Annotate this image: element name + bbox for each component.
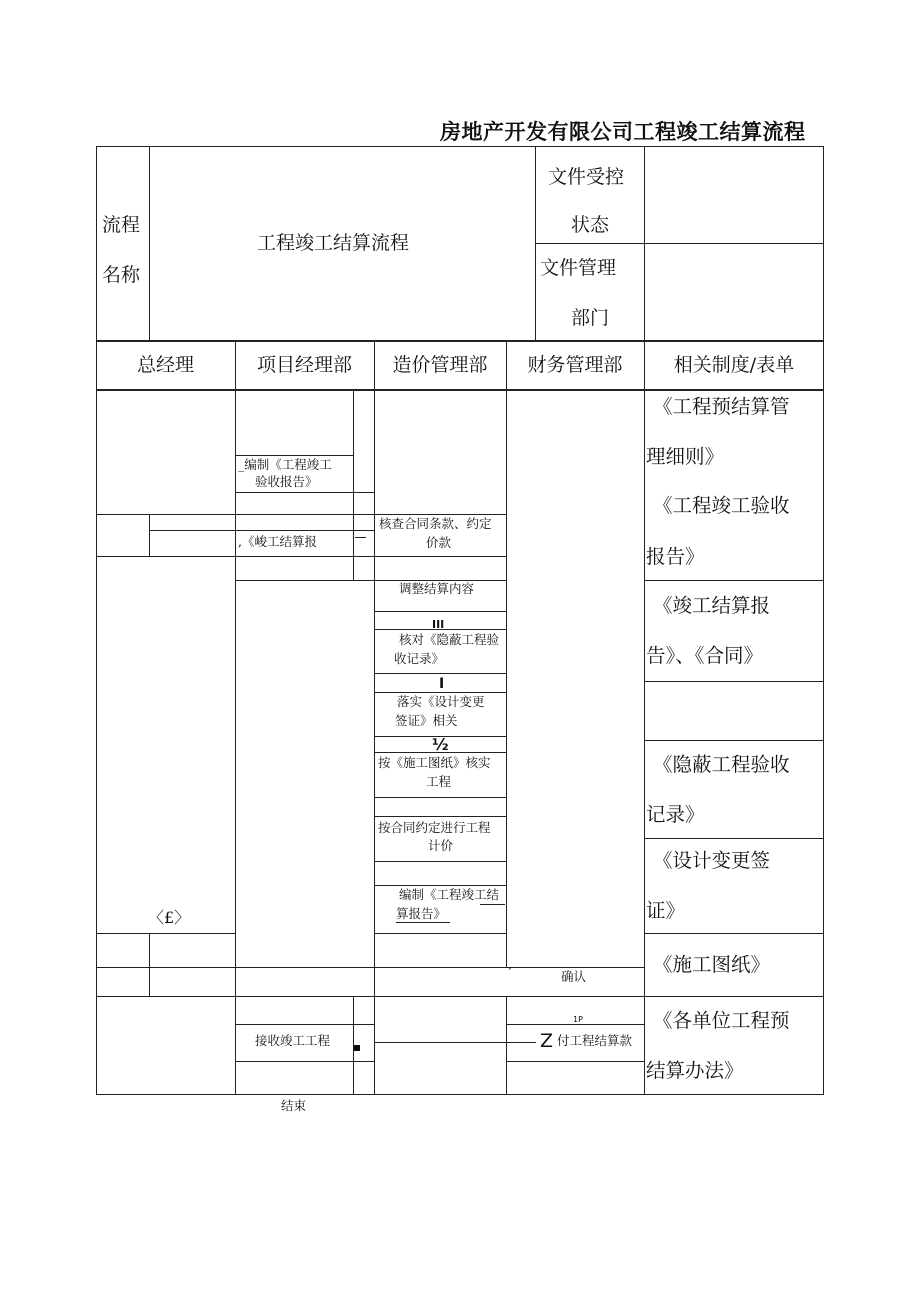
gm-hline-514	[96, 514, 374, 515]
fin-hline-1061	[506, 1061, 644, 1062]
cost-implement-change-line1: 落实《设计变更	[397, 694, 485, 709]
ref-3-line1: 《竣工结算报	[653, 594, 771, 617]
cost-hline-1042	[374, 1042, 536, 1043]
gm-mark: 〈£〉	[148, 908, 191, 927]
ref-5-line2: 证》	[646, 899, 686, 922]
cost-check-contract-line1: 核查合同条款、约定	[379, 516, 492, 531]
finance-pay: 付工程结算款	[557, 1033, 633, 1048]
ref-hline-580	[644, 580, 824, 581]
cost-hline-933	[374, 933, 506, 934]
gm-sub-vline-top	[149, 514, 150, 556]
cost-hline-514	[374, 514, 506, 515]
ref-hline-838	[644, 838, 824, 839]
pm-hline-1024	[235, 1024, 374, 1025]
ref-hline-996	[644, 996, 824, 997]
body-vline-fin-refs	[644, 390, 645, 1095]
column-header-gm: 总经理	[136, 354, 194, 376]
connector-stub	[355, 537, 366, 538]
cost-compile-final-underline2	[396, 922, 450, 923]
ref-4-line2: 记录》	[646, 803, 705, 826]
process-name-value: 工程竣工结算流程	[257, 232, 410, 254]
body-vline-cost-fin	[506, 390, 507, 967]
confirm-tick: ’	[508, 964, 512, 979]
cost-hline-692	[374, 692, 506, 693]
gm-hline-556	[96, 556, 374, 557]
ref-7-line1: 《各单位工程预	[653, 1009, 790, 1032]
pm-settlement-report: ,《峻工结算报	[238, 534, 317, 549]
cost-hline-673	[374, 673, 506, 674]
doc-control-label-line2: 状态	[571, 214, 610, 236]
doc-control-label-line1: 文件受控	[548, 166, 625, 188]
mark-1p: 1P	[573, 1015, 583, 1024]
cost-hline-556	[374, 556, 506, 557]
process-name-label-line1: 流程	[102, 214, 141, 236]
cost-implement-change-line2: 签证》相关	[395, 713, 458, 728]
body-vline-cost-fin-lower	[506, 996, 507, 1095]
cost-verify-hidden-line1: 核对《隐蔽工程验	[399, 632, 500, 647]
body-vline-pm-cost	[374, 390, 375, 1095]
cost-hline-816	[374, 816, 506, 817]
pm-receive-project: 接收竣工工程	[255, 1033, 331, 1048]
mark-i: I	[439, 676, 445, 692]
mark-iii: III	[432, 618, 445, 631]
ref-1-line2: 理细则》	[646, 445, 725, 468]
pm-hline-530	[149, 530, 374, 531]
cost-adjust: 调整结算内容	[399, 581, 475, 596]
ref-3-line2: 告》、《合同》	[646, 644, 764, 667]
pm-hline-455	[235, 455, 353, 456]
gm-hline-933	[96, 933, 235, 934]
pm-hline-580	[235, 580, 374, 581]
cost-hline-611	[374, 611, 506, 612]
column-header-pm: 项目经理部	[256, 354, 352, 376]
pm-hline-492	[235, 492, 374, 493]
ref-hline-740	[644, 740, 824, 741]
end-step: 结束	[281, 1098, 307, 1113]
process-name-label-line2: 名称	[102, 264, 141, 286]
ref-6: 《施工图纸》	[653, 953, 771, 976]
cost-hline-797	[374, 797, 506, 798]
cost-check-contract-line2: 价款	[426, 535, 452, 550]
confirm-step: 确认	[561, 969, 587, 984]
ref-7-line2: 结算办法》	[646, 1059, 744, 1082]
pm-sub-vline-top	[353, 390, 354, 580]
pm-hline-1061	[235, 1061, 374, 1062]
finance-pay-prefix: Z	[540, 1030, 554, 1052]
header-mid-line	[535, 243, 824, 244]
cost-compile-final-underline1	[480, 904, 505, 905]
mark-half: ½	[432, 735, 449, 754]
cost-contract-price-line1: 按合同约定进行工程	[378, 820, 491, 835]
column-header-refs: 相关制度/表单	[673, 354, 795, 376]
ref-hline-933	[644, 933, 824, 934]
receive-marker-square	[354, 1045, 360, 1051]
gm-hline-967	[96, 967, 644, 968]
gm-hline-996	[96, 996, 644, 997]
cost-contract-price-line2: 计价	[428, 838, 454, 853]
ref-1-line1: 《工程预结算管	[653, 395, 790, 418]
ref-5-line1: 《设计变更签	[653, 849, 771, 872]
ref-hline-681	[644, 681, 824, 682]
ref-2-line1: 《工程竣工验收	[653, 494, 790, 517]
gm-sub-vline-bottom	[149, 933, 150, 996]
ref-4-line1: 《隐蔽工程验收	[653, 753, 790, 776]
body-vline-gm-pm	[235, 390, 236, 1095]
cost-verify-hidden-line2: 收记录》	[394, 651, 445, 666]
document-title: 房地产开发有限公司工程竣工结算流程	[440, 119, 806, 144]
ref-2-line2: 报告》	[646, 545, 705, 568]
cost-drawing-verify-line1: 按《施工图纸》核实	[378, 755, 491, 770]
cost-compile-final-line2: 算报告》	[396, 906, 447, 921]
fin-hline-1024	[506, 1024, 644, 1025]
pm-compile-report-line2: 验收报告》	[255, 474, 318, 489]
cost-hline-885	[374, 885, 506, 886]
column-header-finance: 财务管理部	[527, 354, 623, 376]
doc-dept-label-line1: 文件管理	[540, 257, 617, 279]
pm-compile-report-line1: _编制《工程竣工	[238, 457, 332, 472]
cost-compile-final-line1: 编制《工程竣工结	[399, 887, 500, 902]
cost-drawing-verify-line2: 工程	[426, 774, 452, 789]
doc-dept-label-line2: 部门	[571, 307, 610, 329]
column-header-cost: 造价管理部	[392, 354, 488, 376]
header-divider-1	[149, 146, 150, 341]
cost-hline-861	[374, 861, 506, 862]
